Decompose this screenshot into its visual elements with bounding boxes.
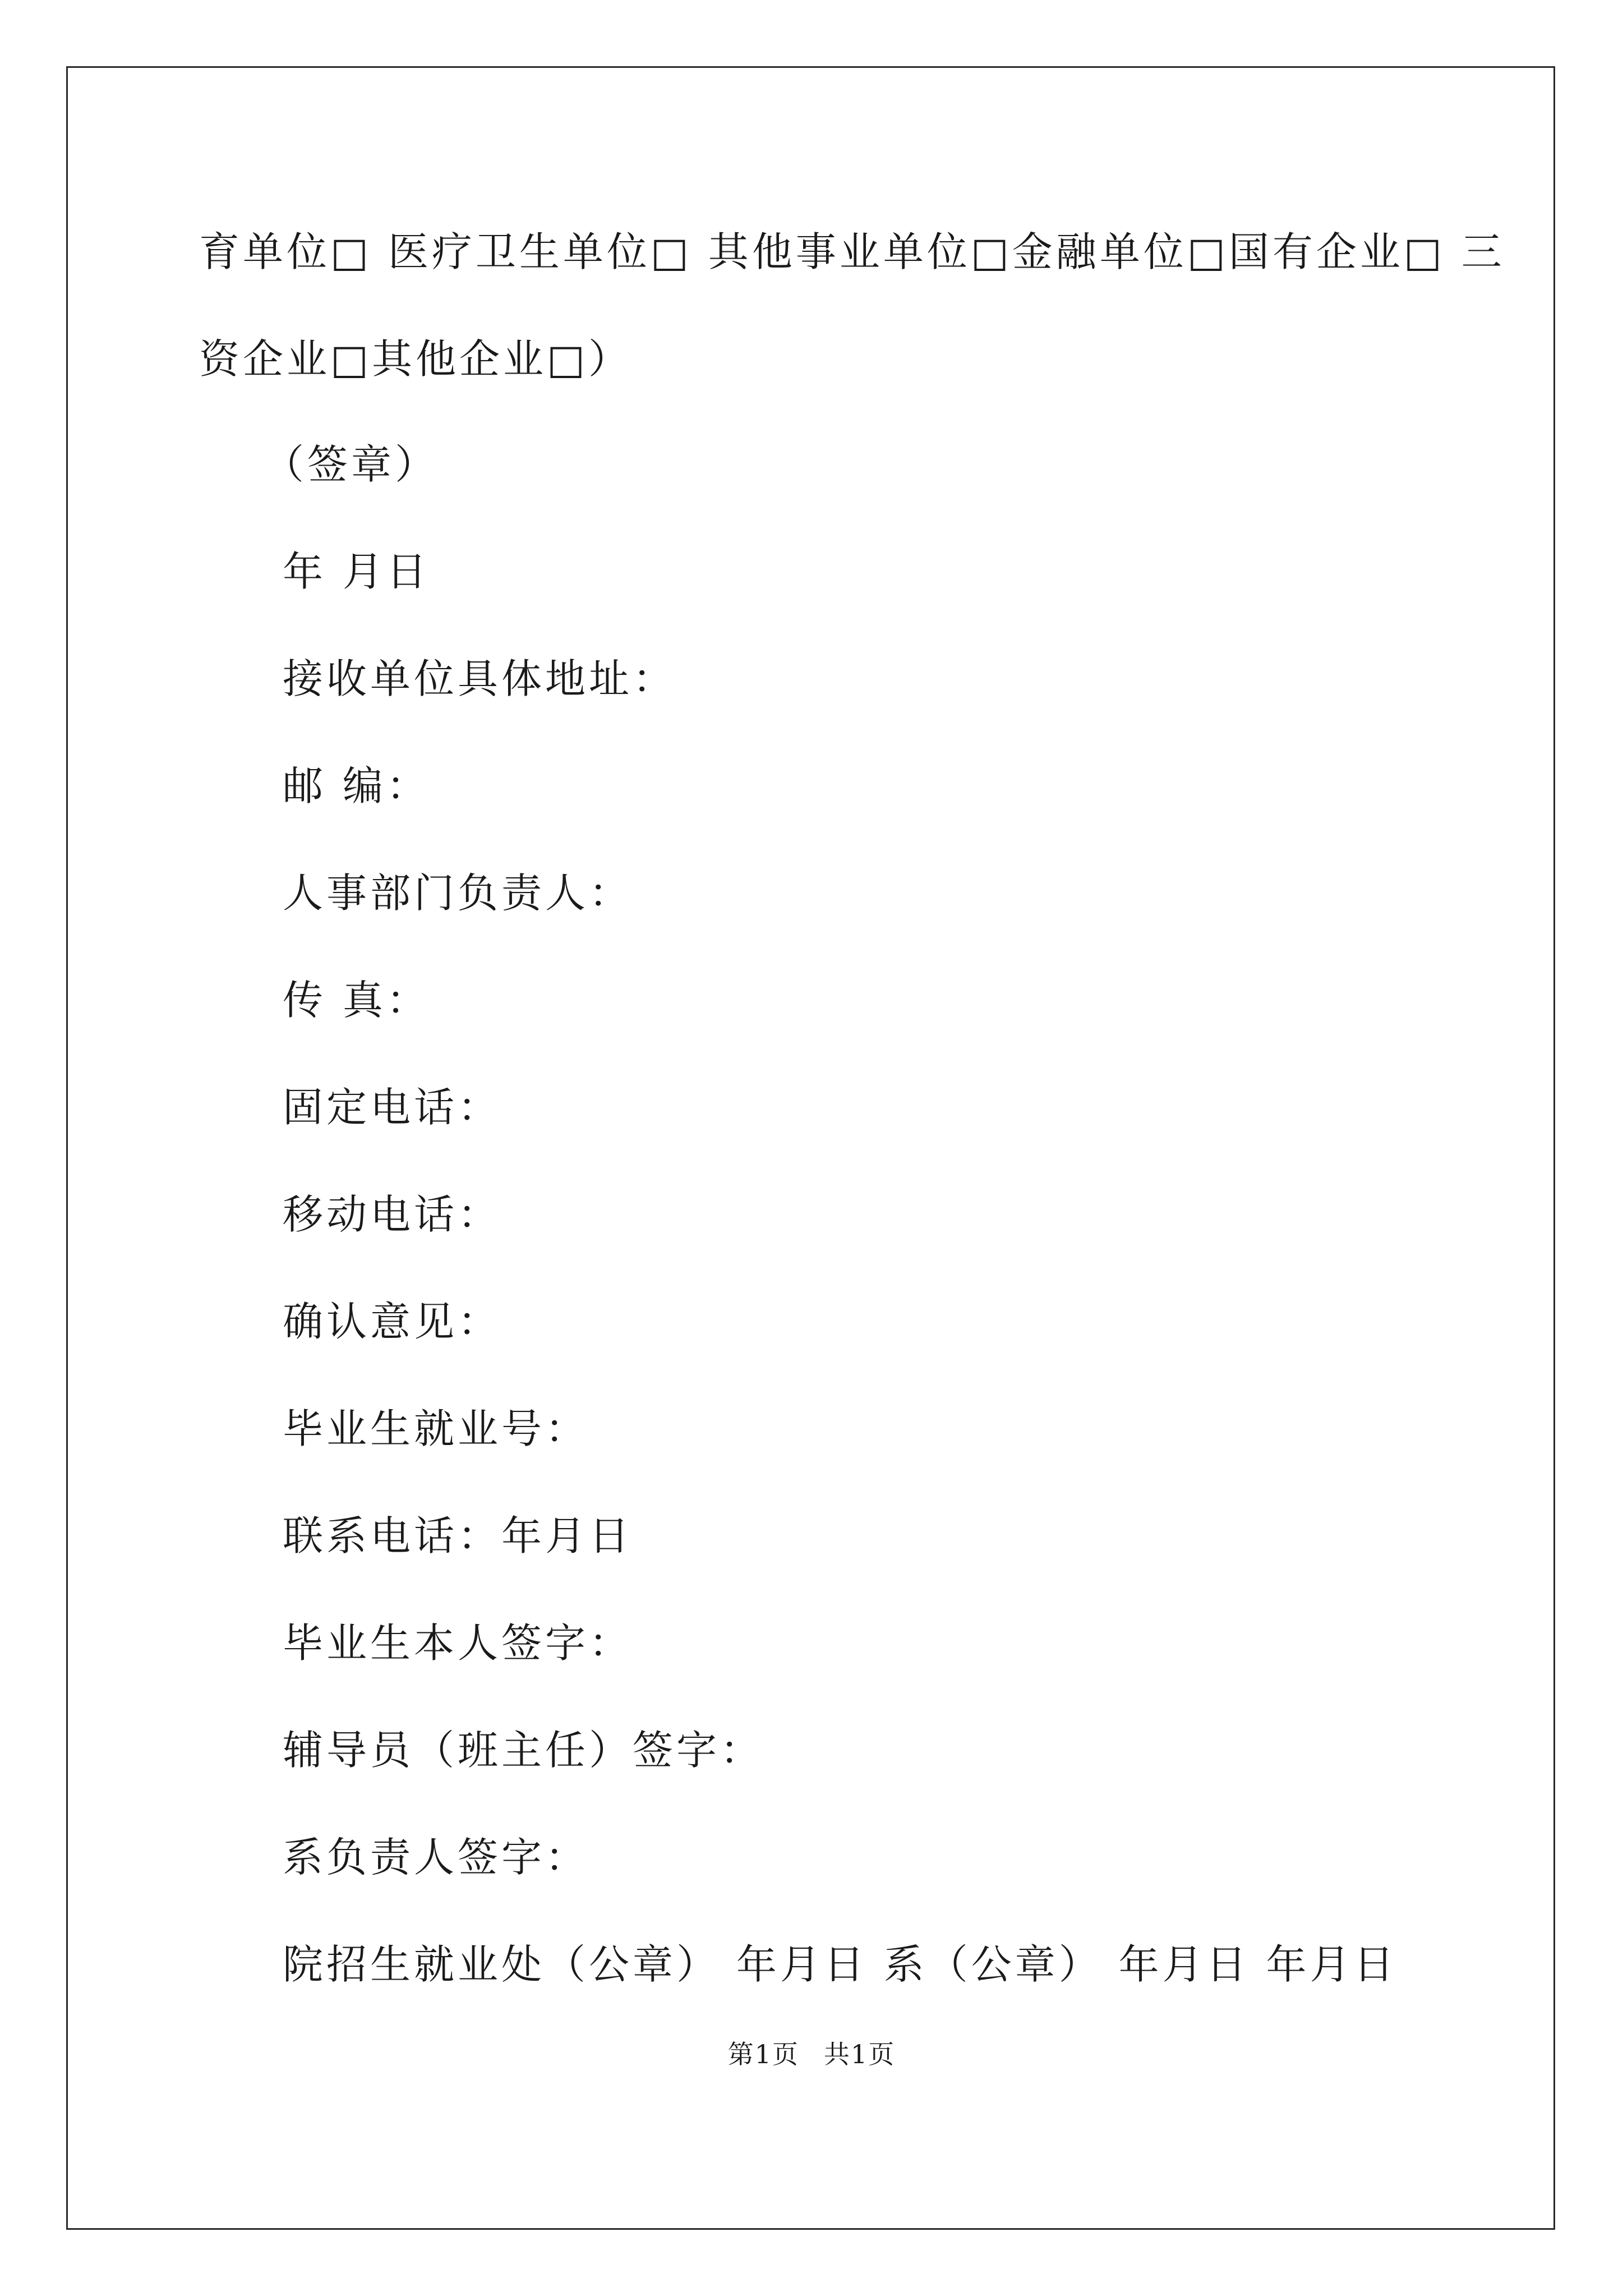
text-line-seal: （签章） xyxy=(264,441,439,488)
text-line-employment-number: 毕业生就业号： xyxy=(283,1405,589,1452)
page-border xyxy=(66,66,1555,2230)
text-line-landline: 固定电话： xyxy=(283,1084,502,1131)
text-line-date: 年 月日 xyxy=(283,548,430,595)
text-line-mobile: 移动电话： xyxy=(283,1191,502,1238)
text-line-counselor-signature: 辅导员（班主任）签字： xyxy=(283,1727,764,1774)
text-line-confirmation: 确认意见： xyxy=(283,1298,502,1345)
text-line-hr-head: 人事部门负责人： xyxy=(283,869,633,917)
text-line-unit-types-2: 资企业□其他企业□） xyxy=(199,335,633,383)
text-line-postcode: 邮 编： xyxy=(283,762,430,809)
text-line-official-seals: 院招生就业处（公章） 年月日 系（公章） 年月日 年月日 xyxy=(283,1941,1398,1988)
page-number-total: 共1页 xyxy=(824,2039,896,2069)
text-line-receiving-address: 接收单位具体地址： xyxy=(283,655,677,702)
text-line-unit-types-1: 育单位□ 医疗卫生单位□ 其他事业单位□金融单位□国有企业□ 三 xyxy=(199,228,1505,275)
text-line-contact-phone: 联系电话：年月日 xyxy=(283,1512,633,1559)
text-line-graduate-signature: 毕业生本人签字： xyxy=(283,1619,633,1667)
text-line-department-head-signature: 系负责人签字： xyxy=(283,1834,589,1881)
page-footer xyxy=(0,2037,1623,2071)
page-number-current: 第1页 xyxy=(727,2039,799,2069)
text-line-fax: 传 真： xyxy=(283,977,430,1024)
